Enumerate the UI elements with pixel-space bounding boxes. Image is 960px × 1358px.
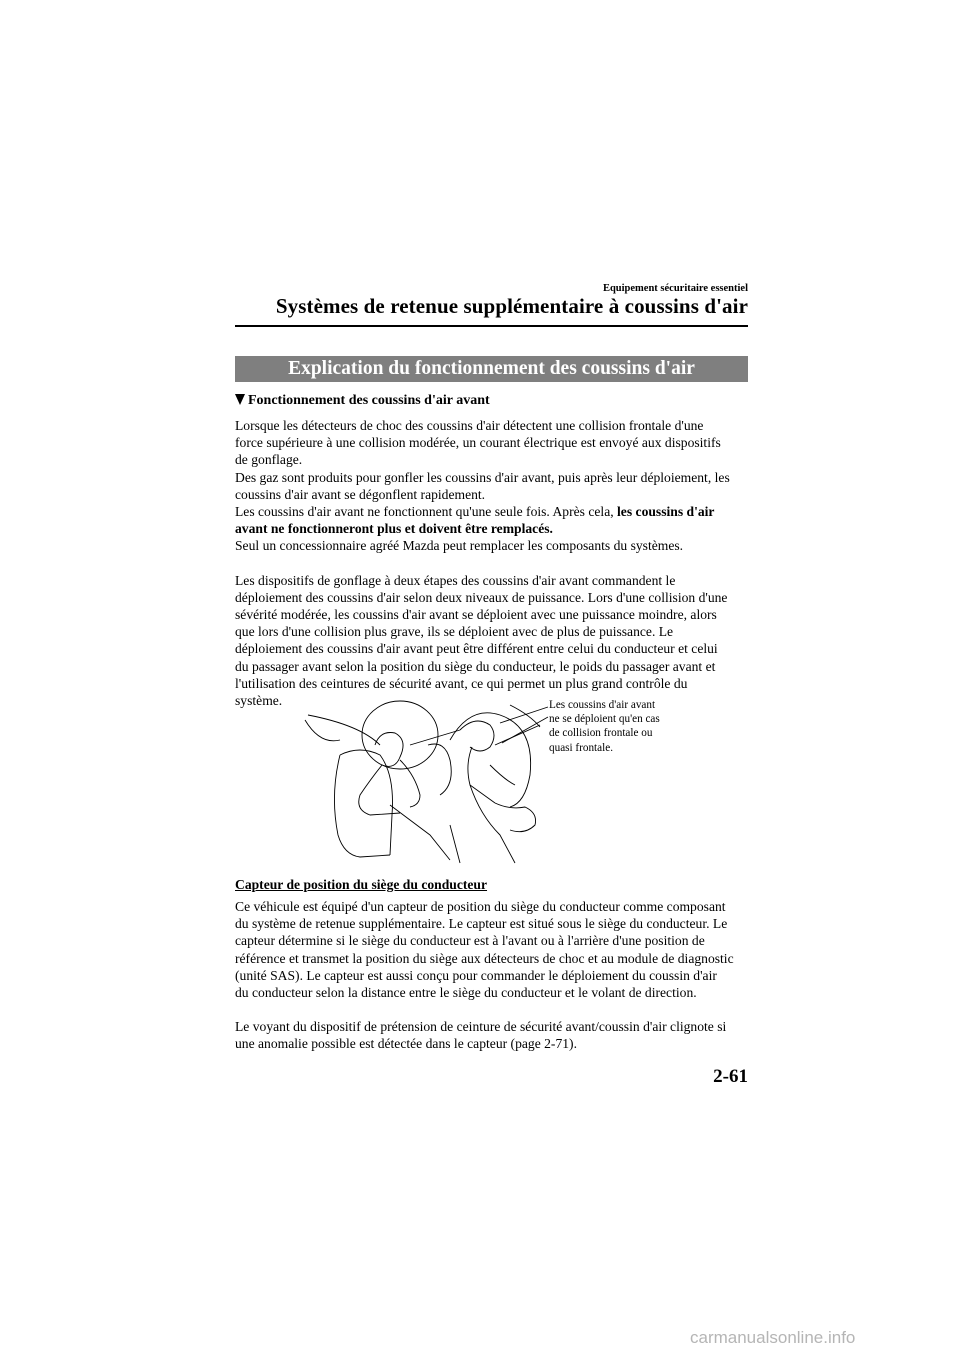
text-line: du conducteur selon la distance entre le siège du conducteur et le volant de direction.: [235, 985, 697, 1001]
bold-warning: avant ne fonctionneront plus et doivent être remplacés.: [235, 521, 553, 537]
section-title: Explication du fonctionnement des coussins d'air: [235, 356, 748, 382]
callout-line: Les coussins d'air avant: [549, 699, 656, 711]
airbag-illustration: [300, 685, 550, 865]
callout-leader-line: [500, 715, 550, 745]
text-line: coussins d'air avant se dégonflent rapidement.: [235, 486, 486, 502]
text-line: du système de retenue supplémentaire. Le capteur est situé sous le siège du conducteur. Le: [235, 916, 728, 932]
chapter-title: Equipement sécuritaire essentiel: [602, 283, 748, 294]
text-line: sévérité modérée, les coussins d'air avant se déploient avec une puissance moindre, alors: [235, 607, 717, 623]
text-line: une anomalie possible est détectée dans le capteur (page 2-71).: [235, 1036, 577, 1052]
text-line: Lorsque les détecteurs de choc des coussins d'air détectent une collision frontale d'une: [235, 418, 704, 433]
text-line: capteur détermine si le siège du conducteur est à l'avant ou à l'arrière d'une position de: [235, 933, 705, 949]
callout-line: ne se déploient qu'en cas: [549, 713, 660, 726]
text-line: (unité SAS). Le capteur est aussi conçu pour commander le déploiement du coussin d'air: [235, 967, 717, 983]
figure-callout: [549, 698, 699, 755]
watermark: carmanualsonline.info: [690, 1328, 856, 1347]
text-line: de gonflage.: [235, 452, 303, 468]
text-line: [235, 503, 750, 520]
text-line: l'utilisation des ceintures de sécurité avant, ce qui permet un plus grand contrôle du: [235, 675, 688, 691]
text-line: déploiement des coussins d'air selon deux niveaux de puissance. Lors d'une collision d'une: [235, 589, 728, 605]
text-line: référence et transmet la position du siège aux détecteurs de choc et au module de diagnostic: [235, 950, 734, 966]
sensor-heading: Capteur de position du siège du conducteur: [235, 877, 488, 892]
page-number: 2-61: [713, 1066, 748, 1087]
text-line: Des gaz sont produits pour gonfler les coussins d'air avant, puis après leur déploiement, les: [235, 469, 730, 485]
bold-warning: les coussins d'air: [617, 504, 715, 520]
subsection-heading: [235, 393, 490, 409]
header-divider: [235, 325, 748, 327]
callout-line: de collision frontale ou: [549, 727, 653, 740]
text-line: du passager avant selon la position du siège du conducteur, le poids du passager avant et: [235, 658, 716, 674]
text-line: système.: [235, 693, 283, 709]
subsection-title: Fonctionnement des coussins d'air avant: [248, 393, 490, 408]
triangle-down-icon: [235, 394, 245, 405]
text-line: que lors d'une collision plus grave, ils se déploient avec de plus de puissance. Le: [235, 624, 674, 640]
text-line: force supérieure à une collision modérée, un courant électrique est envoyé aux dispositifs: [235, 435, 721, 451]
page-title: Systèmes de retenue supplémentaire à coussins d'air: [275, 294, 748, 318]
text-line: Le voyant du dispositif de prétension de ceinture de sécurité avant/coussin d'air clignote si: [235, 1019, 727, 1035]
text-line: déploiement des coussins d'air avant peut être différent entre celui du conducteur et celui: [235, 641, 718, 657]
text-line: Les dispositifs de gonflage à deux étapes des coussins d'air avant commandent le: [235, 572, 676, 588]
paragraph-sensor: [235, 898, 750, 1053]
text-line: [235, 520, 750, 537]
text-span: Les coussins d'air avant ne fonctionnent qu'une seule fois. Après cela,: [235, 504, 618, 520]
text-line: Ce véhicule est équipé d'un capteur de position du siège du conducteur comme composant: [235, 899, 726, 914]
callout-line: quasi frontale.: [549, 741, 613, 754]
paragraph-airbag-operation: [235, 417, 750, 709]
text-line: Seul un concessionnaire agréé Mazda peut remplacer les composants du systèmes.: [235, 538, 684, 554]
